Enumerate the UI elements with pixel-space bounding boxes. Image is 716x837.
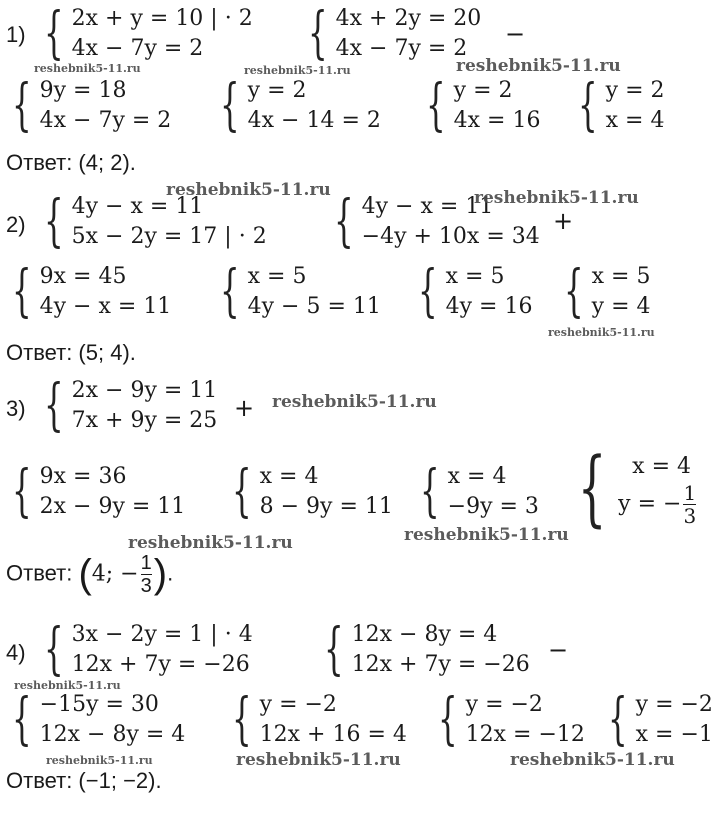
- equation: 4x − 14 = 2: [247, 108, 381, 133]
- answer-1: Ответ: (4; 2).: [6, 150, 136, 175]
- brace-icon: {: [577, 441, 607, 536]
- equation: x = 4: [605, 108, 665, 133]
- answer-4: Ответ: (−1; −2).: [6, 768, 162, 793]
- brace-icon: {: [12, 687, 32, 752]
- equation: y = −2: [465, 692, 543, 717]
- brace-icon: {: [420, 459, 440, 524]
- equation: 2x − 9y = 11: [71, 378, 218, 403]
- system-2-step1: [36, 189, 267, 254]
- system-2-step5: [410, 259, 533, 324]
- equation-prefix: y = −: [618, 491, 682, 516]
- system-4-step3: [4, 687, 186, 752]
- system-4-step2: [316, 617, 530, 682]
- watermark: reshebnik5-11.ru: [272, 392, 437, 412]
- brace-icon: {: [44, 617, 64, 682]
- equation: x = 5: [591, 264, 651, 289]
- fraction-denominator: 3: [683, 503, 697, 528]
- equation: 12x − 8y = 4: [39, 722, 186, 747]
- brace-icon: {: [418, 259, 438, 324]
- equation: −15y = 30: [39, 692, 159, 717]
- brace-icon: {: [578, 73, 598, 138]
- equation: 7x + 9y = 25: [71, 408, 218, 433]
- equation: y = 2: [453, 78, 513, 103]
- equation: 4x − 7y = 2: [335, 36, 468, 61]
- equation: [618, 482, 698, 527]
- equation: −4y + 10x = 34: [361, 224, 540, 249]
- answer-period: .: [167, 560, 174, 586]
- system-1-step4: [212, 73, 381, 138]
- fraction-numerator: 1: [683, 480, 697, 505]
- operator-minus: −: [505, 20, 526, 48]
- brace-icon: {: [12, 259, 32, 324]
- equation: 5x − 2y = 17 | · 2: [71, 224, 267, 249]
- paren-close-icon: ): [153, 552, 168, 596]
- system-3-step4: [224, 459, 393, 524]
- brace-icon: {: [220, 73, 240, 138]
- system-3-step6: [566, 441, 698, 536]
- brace-icon: {: [426, 73, 446, 138]
- system-2-step6: [556, 259, 651, 324]
- equation: 2x − 9y = 11: [39, 494, 186, 519]
- system-1-step6: [570, 73, 665, 138]
- equation: 4x + 2y = 20: [335, 6, 482, 31]
- watermark: reshebnik5-11.ru: [404, 525, 569, 545]
- system-3-step1: [36, 373, 218, 438]
- system-2-step3: [4, 259, 172, 324]
- equation: x = 4: [632, 453, 691, 479]
- watermark: reshebnik5-11.ru: [510, 750, 675, 770]
- equation: x = 4: [447, 464, 507, 489]
- equation: 8 − 9y = 11: [259, 494, 393, 519]
- equation: x = 5: [247, 264, 307, 289]
- brace-icon: {: [564, 259, 584, 324]
- watermark: reshebnik5-11.ru: [128, 533, 293, 553]
- equation: 12x + 7y = −26: [71, 652, 250, 677]
- watermark: reshebnik5-11.ru: [46, 754, 153, 767]
- brace-icon: {: [12, 73, 32, 138]
- system-4-step6: [600, 687, 713, 752]
- equation: x = 4: [259, 464, 319, 489]
- system-2-step4: [212, 259, 381, 324]
- brace-icon: {: [324, 617, 344, 682]
- system-1-step1: [36, 1, 253, 66]
- problem-1-number: 1): [6, 22, 26, 47]
- watermark: reshebnik5-11.ru: [34, 62, 141, 75]
- equation: 4y − x = 11: [71, 194, 204, 219]
- equation: y = −2: [635, 692, 713, 717]
- paren-open-icon: (: [78, 552, 92, 596]
- fraction: [141, 552, 152, 597]
- fraction: [683, 482, 696, 527]
- answer-2: Ответ: (5; 4).: [6, 340, 136, 365]
- brace-icon: {: [334, 189, 354, 254]
- equation: 4y − 5 = 11: [247, 294, 381, 319]
- equation: 4x − 7y = 2: [39, 108, 172, 133]
- answer-3: [6, 552, 173, 597]
- system-1-step5: [418, 73, 541, 138]
- equation: 12x = −12: [465, 722, 585, 747]
- equation: 9y = 18: [39, 78, 127, 103]
- system-4-step1: [36, 617, 253, 682]
- problem-2-number: 2): [6, 212, 26, 237]
- watermark: reshebnik5-11.ru: [548, 326, 655, 339]
- answer-value: 4; −: [91, 561, 139, 587]
- brace-icon: {: [232, 459, 252, 524]
- equation: 9x = 45: [39, 264, 127, 289]
- brace-icon: {: [608, 687, 628, 752]
- watermark: reshebnik5-11.ru: [236, 750, 401, 770]
- equation: y = 2: [605, 78, 665, 103]
- answer-label: Ответ:: [6, 560, 73, 586]
- equation: −9y = 3: [447, 494, 539, 519]
- brace-icon: {: [232, 687, 252, 752]
- operator-plus: +: [553, 207, 574, 235]
- brace-icon: {: [438, 687, 458, 752]
- watermark: reshebnik5-11.ru: [456, 56, 621, 76]
- watermark: reshebnik5-11.ru: [166, 180, 331, 200]
- problem-3-number: 3): [6, 396, 26, 421]
- brace-icon: {: [220, 259, 240, 324]
- equation: 4y − x = 11: [39, 294, 172, 319]
- equation: 4x − 7y = 2: [71, 36, 204, 61]
- equation: y = −2: [259, 692, 337, 717]
- system-1-step3: [4, 73, 172, 138]
- system-4-step5: [430, 687, 585, 752]
- system-3-step3: [4, 459, 186, 524]
- equation: 3x − 2y = 1 | · 4: [71, 622, 253, 647]
- equation: 2x + y = 10 | · 2: [71, 6, 253, 31]
- equation: 4y = 16: [445, 294, 533, 319]
- brace-icon: {: [44, 373, 64, 438]
- brace-icon: {: [308, 1, 328, 66]
- equation: 12x − 8y = 4: [351, 622, 498, 647]
- equation: x = −1: [635, 722, 713, 747]
- equation: 9x = 36: [39, 464, 127, 489]
- equation: x = 5: [445, 264, 505, 289]
- equation: 12x + 7y = −26: [351, 652, 530, 677]
- operator-plus: +: [234, 394, 255, 422]
- equation: y = 4: [591, 294, 651, 319]
- equation: 12x + 16 = 4: [259, 722, 407, 747]
- brace-icon: {: [44, 189, 64, 254]
- system-3-step5: [412, 459, 539, 524]
- brace-icon: {: [44, 1, 64, 66]
- system-4-step4: [224, 687, 407, 752]
- watermark: reshebnik5-11.ru: [474, 188, 639, 208]
- brace-icon: {: [12, 459, 32, 524]
- equation: 4x = 16: [453, 108, 541, 133]
- operator-minus: −: [548, 636, 569, 664]
- system-1-step2: [300, 1, 482, 66]
- problem-4-number: 4): [6, 640, 26, 665]
- equation: 4y − x = 11: [361, 194, 494, 219]
- watermark: reshebnik5-11.ru: [14, 679, 121, 692]
- equation: y = 2: [247, 78, 307, 103]
- fraction-denominator: 3: [140, 575, 152, 597]
- watermark: reshebnik5-11.ru: [244, 64, 351, 77]
- fraction-numerator: 1: [140, 552, 152, 574]
